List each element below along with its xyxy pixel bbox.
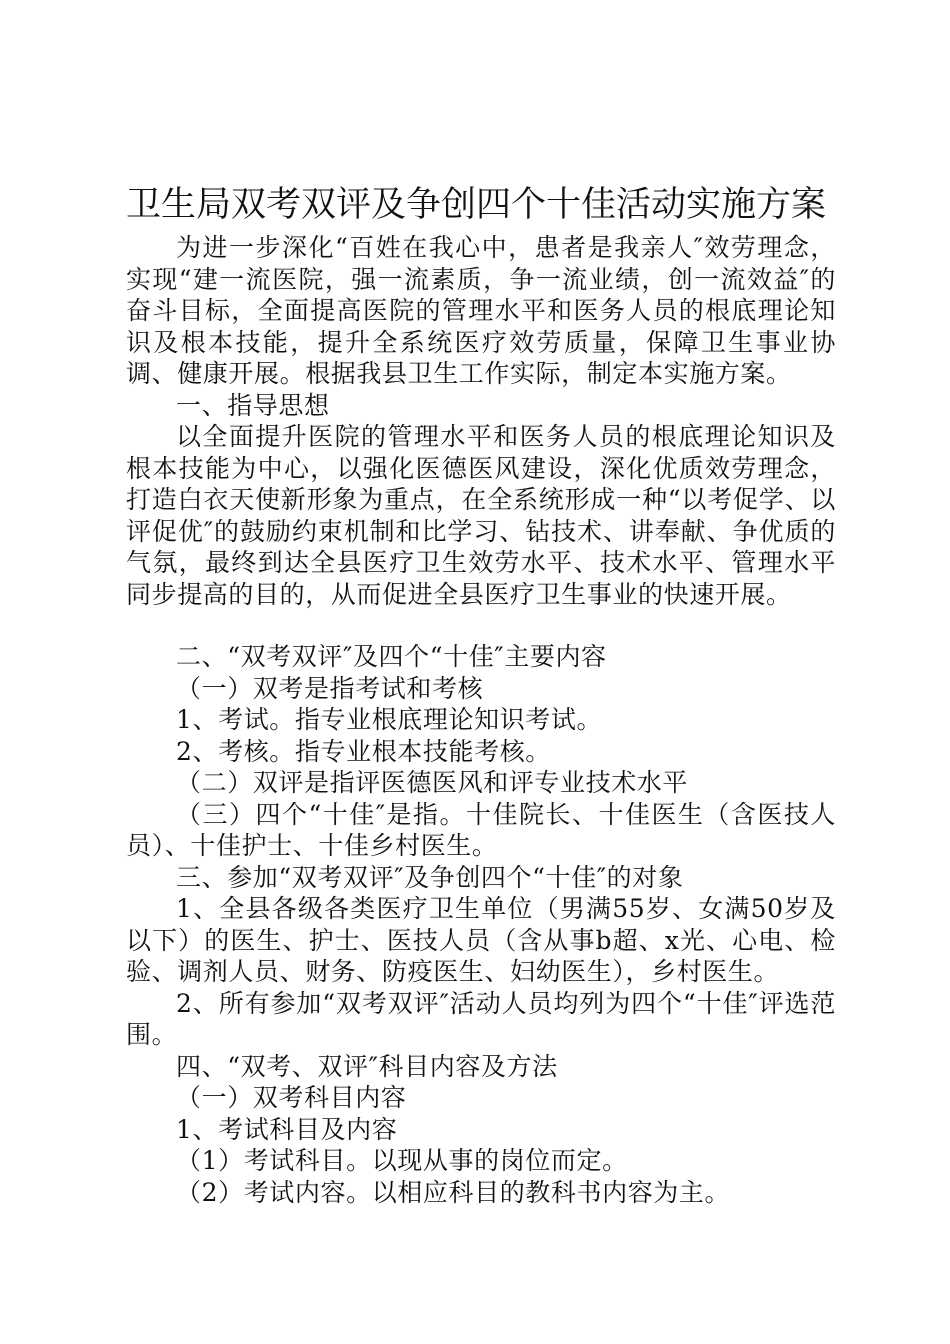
section-heading-guiding-ideology: 一、指导思想 [176, 390, 330, 420]
participants-item-1: 1、全县各级各类医疗卫生单位（男满55岁、女满50岁及以下）的医生、护士、医技人员（含从事b超、x光、心电、检验、调剂人员、财务、防疫医生、妇幼医生），乡村医生。 [126, 894, 836, 986]
document-title: 卫生局双考双评及争创四个十佳活动实施方案 [126, 185, 827, 225]
guiding-ideology-paragraph: 以全面提升医院的管理水平和医务人员的根底理论知识及根本技能为中心，以强化医德医风建设，深化优质效劳理念，打造白衣天使新形象为重点，在全系统形成一种“以考促学、以评促优″的鼓励约束机制和比学习、钻技术、讲奉献、争优质的气氛，最终到达全县医疗卫生效劳水平、技术水平、管理水平同步提高的目的，从而促进全县医疗卫生事业的快速开展。 [126, 422, 836, 609]
subsection-double-exam: （一）双考是指考试和考核 [176, 673, 484, 703]
list-item-assessment: 2、考核。指专业根本技能考核。 [176, 736, 551, 766]
participants-item-2: 2、所有参加“双考双评″活动人员均列为四个“十佳″评选范围。 [126, 988, 836, 1049]
section-heading-participants: 三、参加“双考双评″及争创四个“十佳″的对象 [176, 862, 684, 892]
list-item-exam-content: （2）考试内容。以相应科目的教科书内容为主。 [176, 1177, 731, 1207]
list-item-exam-subject: （1）考试科目。以现从事的岗位而定。 [176, 1146, 628, 1175]
subsection-double-evaluation: （二）双评是指评医德医风和评专业技术水平 [176, 768, 689, 797]
section-heading-main-content: 二、“双考双评″及四个“十佳″主要内容 [176, 642, 607, 671]
intro-paragraph: 为进一步深化“百姓在我心中，患者是我亲人″效劳理念，实现“建一流医院，强一流素质，争一流业绩，创一流效益″的奋斗目标，全面提高医院的管理水平和医务人员的根底理论知识及根本技能，提升全系统医疗效劳质量，保障卫生事业协调、健康开展。根据我县卫生工作实际，制定本实施方案。 [126, 233, 836, 388]
subsection-four-top-ten: （三）四个“十佳″是指。十佳院长、十佳医生（含医技人员）、十佳护士、十佳乡村医生。 [126, 799, 836, 860]
document-page [126, 178, 836, 1208]
paragraph-gap [126, 610, 836, 641]
list-item-exam: 1、考试。指专业根底理论知识考试。 [176, 705, 603, 734]
list-item-exam-subjects-content: 1、考试科目及内容 [176, 1114, 398, 1144]
subsection-exam-subjects: （一）双考科目内容 [176, 1083, 407, 1112]
section-heading-subjects-methods: 四、“双考、双评″科目内容及方法 [176, 1051, 558, 1081]
